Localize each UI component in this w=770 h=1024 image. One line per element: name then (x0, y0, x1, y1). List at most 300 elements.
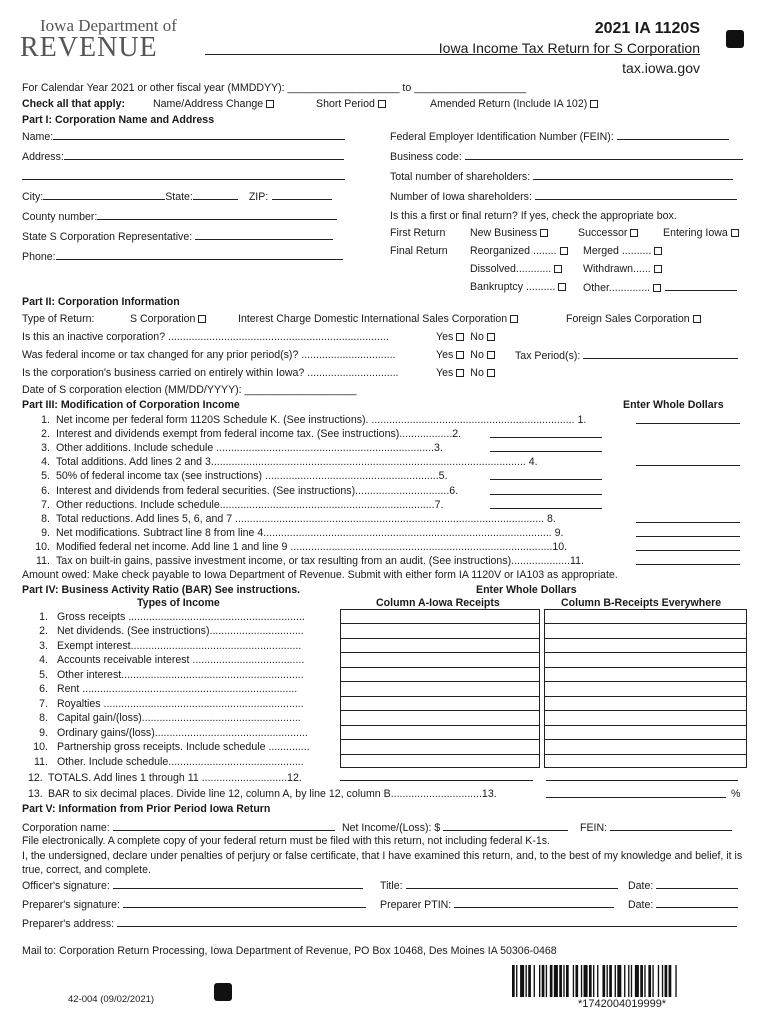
barcode-bar (534, 965, 535, 997)
fed-changed-yes-checkbox[interactable] (456, 351, 464, 359)
col-b-row-divider (545, 725, 746, 726)
form-number: 42-004 (09/02/2021) (68, 994, 155, 1005)
col-a-grid[interactable] (340, 609, 540, 768)
line-number: 8. (39, 712, 48, 725)
preparer-address-input[interactable] (117, 917, 737, 927)
tax-periods-field (515, 349, 738, 362)
dissolved-option (470, 263, 562, 275)
fed-changed-no-checkbox[interactable] (487, 351, 495, 359)
withdrawn-option (583, 263, 662, 275)
barcode-bar (575, 965, 578, 997)
line-label: Accounts receivable interest ...................................... (57, 654, 305, 667)
line-label: Rent ......................................................................... (57, 683, 298, 696)
line-number: 11. (36, 555, 50, 567)
part4-line (28, 698, 304, 710)
line-number: 1. (41, 414, 50, 426)
reorganized-option (470, 245, 568, 257)
line-amount-input[interactable] (636, 414, 740, 427)
barcode-bar (520, 965, 524, 997)
col-b-row-divider (545, 652, 746, 653)
merged-option (583, 245, 662, 257)
part3-line (22, 470, 448, 482)
ptin-field (380, 898, 614, 911)
check-all-label: Check all that apply: (22, 98, 126, 110)
line-label: Net dividends. (See instructions)................................ (57, 625, 304, 638)
county-field (22, 210, 337, 223)
title-label: Title: (380, 880, 403, 892)
city-label: City: (22, 191, 44, 203)
barcode-bar (539, 965, 540, 997)
interest-charge-label: Interest Charge Domestic International Sales Corporation (238, 313, 508, 325)
line-number: 5. (39, 668, 48, 681)
col-b-grid[interactable] (544, 609, 747, 768)
county-input[interactable] (97, 210, 337, 220)
part4-enter-whole: Enter Whole Dollars (476, 584, 577, 596)
other-input[interactable] (665, 281, 737, 291)
totals-col-b-input[interactable] (546, 771, 738, 784)
phone-field (22, 250, 343, 263)
part3-heading: Part III: Modification of Corporation Income (22, 399, 240, 411)
line-label: Net modifications. Subtract line 8 from line 4.................................................................................................. 9. (56, 526, 564, 539)
line-number: 5. (41, 470, 50, 483)
part3-line (22, 442, 443, 454)
col-a-heading: Column A-Iowa Receipts (376, 597, 500, 609)
iowa-shareholders-label: Number of Iowa shareholders: (390, 191, 532, 203)
file-electronically-note: File electronically. A complete copy of your federal return must be filed with this return, not including federal K-1s. (22, 835, 550, 847)
ptin-input[interactable] (454, 898, 614, 908)
merged-checkbox[interactable] (654, 247, 662, 255)
line-number: 10. (35, 540, 50, 553)
part4-line (28, 741, 310, 753)
preparer-signature-label: Preparer's signature: (22, 899, 121, 911)
first-return-label: First Return (390, 227, 446, 239)
calendar-year-line: For Calendar Year 2021 or other fiscal year (MMDDYY): ___________________ to ___________________ (22, 82, 527, 94)
barcode-bar (593, 965, 594, 997)
s-corp-option (130, 313, 206, 325)
line-label: 50% of federal income tax (see instructions) ...........................................................5. (56, 470, 448, 483)
line-number: 1. (39, 611, 48, 623)
barcode-text: *1742004019999* (578, 998, 667, 1010)
form-subtitle: Iowa Income Tax Return for S Corporation (438, 40, 700, 56)
officer-date-field (628, 879, 738, 892)
prior-net-income-field (342, 821, 568, 834)
col-a-row-divider (341, 710, 539, 711)
preparer-address-label: Preparer's address: (22, 918, 115, 930)
line-label: Capital gain/(loss)...................................................... (57, 712, 301, 725)
part1-heading: Part I: Corporation Name and Address (22, 114, 215, 126)
successor-checkbox[interactable] (630, 229, 638, 237)
part2-heading: Part II: Corporation Information (22, 296, 180, 308)
short-period-checkbox[interactable] (378, 100, 386, 108)
part4-line (28, 611, 305, 623)
prior-net-income-input[interactable] (443, 821, 568, 831)
part4-line (28, 669, 304, 681)
part4-line (28, 712, 301, 724)
inactive-yes-checkbox[interactable] (456, 333, 464, 341)
interest-charge-checkbox[interactable] (510, 315, 518, 323)
line-amount-input[interactable] (490, 428, 602, 441)
barcode-bar (640, 965, 643, 997)
line-number: 4. (41, 456, 50, 469)
line-number: 7. (39, 697, 48, 710)
line-number: 3. (39, 639, 48, 652)
line-amount-input[interactable] (636, 513, 740, 526)
line-label: Net income per federal form 1120S Schedule K. (See instructions). ..................................................................... 1. (56, 414, 587, 426)
line-amount-input[interactable] (490, 485, 602, 498)
declaration-text: I, the undersigned, declare under penalties of perjury or false certificate, that I have examined this return, and, to the best of my knowledge and belief, it is true, correct, and complete. (22, 850, 743, 876)
part3-line (22, 414, 586, 426)
amended-option (430, 98, 598, 110)
col-b-row-divider (545, 623, 746, 624)
line-amount-input[interactable] (490, 470, 602, 483)
interest-charge-option (238, 313, 518, 325)
totals-row: 12. TOTALS. Add lines 1 through 11 .............................12. (28, 772, 302, 784)
line-amount-input[interactable] (636, 541, 740, 554)
footer-registration-mark (214, 983, 232, 1001)
line-number: 10. (33, 741, 48, 754)
barcode-bar (631, 965, 632, 997)
phone-input[interactable] (56, 250, 343, 260)
part4-line (28, 756, 304, 768)
logo-top-text: Iowa Department of (40, 16, 177, 35)
logo-main-text: REVENUE (20, 32, 158, 63)
barcode-bar (607, 965, 608, 997)
line-number: 11. (34, 755, 48, 768)
part3-line (22, 485, 458, 497)
form-title: 2021 IA 1120S (594, 20, 700, 37)
within-iowa-answer (436, 367, 495, 379)
col-b-row-divider (545, 667, 746, 668)
name-change-option (153, 98, 274, 110)
line-number: 9. (41, 526, 50, 539)
merged-label: Merged .......... (583, 245, 652, 257)
barcode-bar (652, 965, 653, 997)
line-number: 2. (41, 428, 50, 441)
barcode-bar (563, 965, 564, 997)
withdrawn-checkbox[interactable] (654, 265, 662, 273)
city-input[interactable] (43, 190, 165, 200)
part4-line (28, 625, 304, 637)
name-change-checkbox[interactable] (266, 100, 274, 108)
fein-input[interactable] (617, 130, 729, 140)
fed-changed-answer (436, 349, 495, 361)
barcode (510, 965, 745, 997)
tax-periods-input[interactable] (583, 349, 738, 359)
inactive-question: Is this an inactive corporation? ........................................................................... (22, 331, 389, 343)
barcode-bar (581, 965, 582, 997)
barcode-bar (528, 965, 531, 997)
line-label: Interest and dividends from federal securities. (See instructions)................................6. (56, 484, 459, 497)
part5-heading: Part V: Information from Prior Period Iowa Return (22, 803, 271, 815)
officer-signature-input[interactable] (113, 879, 363, 889)
barcode-bar (512, 965, 515, 997)
barcode-bar (550, 965, 553, 997)
bankruptcy-checkbox[interactable] (558, 283, 566, 291)
state-input[interactable] (193, 190, 238, 200)
bar-percent: % (731, 788, 741, 800)
barcode-bar (675, 965, 676, 997)
ptin-label: Preparer PTIN: (380, 899, 452, 911)
col-a-row-divider (341, 623, 539, 624)
iowa-shareholders-field (390, 190, 737, 203)
line-label: Partnership gross receipts. Include schedule .............. (57, 741, 310, 754)
col-a-row-divider (341, 638, 539, 639)
barcode-bar (554, 965, 558, 997)
preparer-date-input[interactable] (656, 898, 738, 908)
barcode-bar (658, 965, 659, 997)
barcode-bar (559, 965, 562, 997)
officer-signature-field (22, 879, 363, 892)
tax-periods-label: Tax Period(s): (515, 350, 581, 362)
col-b-row-divider (545, 710, 746, 711)
fed-changed-question: Was federal income or tax changed for any prior period(s)? ................................ (22, 349, 396, 361)
part3-line (22, 456, 538, 468)
barcode-bar (669, 965, 672, 997)
barcode-bar (597, 965, 598, 997)
name-input[interactable] (53, 130, 345, 140)
part4-line (28, 640, 301, 652)
col-a-row-divider (341, 739, 539, 740)
rep-input[interactable] (195, 230, 333, 240)
line-number: 6. (39, 683, 48, 696)
part4-heading: Part IV: Business Activity Ratio (BAR) See instructions. (22, 584, 301, 596)
barcode-bar (542, 965, 545, 997)
col-a-row-divider (341, 681, 539, 682)
name-field (22, 130, 345, 143)
line-label: Total reductions. Add lines 5, 6, and 7 ......................................................................................................... 8. (56, 512, 556, 525)
col-b-row-divider (545, 754, 746, 755)
officer-date-label: Date: (628, 880, 654, 892)
line-label: Gross receipts ............................................................ (57, 611, 305, 623)
new-business-checkbox[interactable] (540, 229, 548, 237)
bar-input[interactable] (546, 788, 726, 801)
line-amount-input[interactable] (636, 456, 740, 469)
reorganized-checkbox[interactable] (560, 247, 568, 255)
col-b-row-divider (545, 696, 746, 697)
mail-to-address: Mail to: Corporation Return Processing, Iowa Department of Revenue, PO Box 10468, Des Moines IA 50306-0468 (22, 945, 557, 957)
total-shareholders-field (390, 170, 733, 183)
col-a-row-divider (341, 652, 539, 653)
short-period-option (316, 98, 386, 110)
bankruptcy-label: Bankruptcy .......... (470, 281, 556, 293)
types-income-heading: Types of Income (137, 597, 220, 609)
barcode-bar (584, 965, 588, 997)
part3-line (22, 527, 563, 539)
within-iowa-yes-checkbox[interactable] (456, 369, 464, 377)
line-label: Ordinary gains/(loss).................................................... (57, 726, 308, 739)
totals-col-a-input[interactable] (340, 771, 533, 784)
line-label: Tax on built-in gains, passive investment income, or tax resulting from an audit. (See instructions)....................11. (56, 555, 584, 567)
prior-net-income-label: Net Income/(Loss): $ (342, 822, 441, 834)
line-number: 9. (39, 726, 48, 739)
officer-signature-label: Officer's signature: (22, 880, 110, 892)
address-label: Address: (22, 151, 64, 163)
type-return-label: Type of Return: (22, 313, 95, 325)
col-b-row-divider (545, 681, 746, 682)
part3-line (22, 428, 461, 440)
inactive-no-label: No (470, 331, 484, 343)
totals-label: TOTALS. Add lines 1 through 11 .............................12. (48, 772, 302, 784)
barcode-bar (644, 965, 645, 997)
fed-changed-no-label: No (470, 349, 484, 361)
county-label: County number: (22, 211, 98, 223)
foreign-sales-checkbox[interactable] (693, 315, 701, 323)
part3-enter-whole: Enter Whole Dollars (623, 399, 724, 411)
election-date-field: Date of S corporation election (MM/DD/YYYY): ___________________ (22, 384, 357, 396)
title-input[interactable] (406, 879, 618, 889)
inactive-answer (436, 331, 495, 343)
line-label: Royalties .................................................................... (57, 697, 304, 710)
line-label: Other. Include schedule.............................................. (57, 755, 304, 768)
new-business-label: New Business (470, 227, 538, 239)
barcode-bar (624, 965, 625, 997)
check-all-row (22, 98, 125, 110)
dissolved-checkbox[interactable] (554, 265, 562, 273)
line-number: 3. (41, 442, 50, 455)
title-field (380, 879, 618, 892)
phone-label: Phone: (22, 251, 56, 263)
business-code-label: Business code: (390, 151, 462, 163)
line-label: Interest and dividends exempt from federal income tax. (See instructions)..................2. (56, 428, 462, 441)
bar-row: 13. BAR to six decimal places. Divide line 12, column A, by line 12, column B...............................13. (28, 788, 497, 800)
col-b-row-divider (545, 638, 746, 639)
s-corp-checkbox[interactable] (198, 315, 206, 323)
prior-fein-input[interactable] (610, 821, 732, 831)
business-code-input[interactable] (465, 150, 743, 160)
col-b-row-divider (545, 739, 746, 740)
final-return-label: Final Return (390, 245, 448, 257)
barcode-bar (615, 965, 616, 997)
prior-fein-field (580, 821, 732, 834)
other-option (583, 281, 737, 294)
line-number: 8. (41, 512, 50, 525)
line-label: Other reductions. Include schedule.........................................................................7. (56, 498, 444, 511)
barcode-bar (546, 965, 547, 997)
preparer-signature-input[interactable] (123, 898, 366, 908)
first-final-question: Is this a first or final return? If yes, check the appropriate box. (390, 210, 677, 222)
business-code-field (390, 150, 743, 163)
line-number: 4. (39, 654, 48, 667)
within-iowa-yes-label: Yes (436, 367, 454, 379)
part4-line (28, 727, 308, 739)
fein-field (390, 130, 729, 143)
col-a-row-divider (341, 754, 539, 755)
line-label: Total additions. Add lines 2 and 3........................................................................................................... 4. (56, 456, 538, 469)
reorganized-label: Reorganized ........ (470, 245, 557, 257)
barcode-bar (628, 965, 629, 997)
successor-label: Successor (578, 227, 628, 239)
line-amount-input[interactable] (490, 442, 602, 455)
withdrawn-label: Withdrawn...... (583, 263, 651, 275)
entering-iowa-checkbox[interactable] (731, 229, 739, 237)
line-label: Modified federal net income. Add line 1 and line 9 .........................................................................................10. (56, 540, 568, 553)
total-shareholders-input[interactable] (533, 170, 733, 180)
zip-input[interactable] (272, 190, 332, 200)
amended-checkbox[interactable] (590, 100, 598, 108)
short-period-label: Short Period (316, 98, 375, 110)
foreign-sales-label: Foreign Sales Corporation (566, 313, 690, 325)
city-state-zip (22, 190, 332, 203)
address-line2[interactable] (22, 170, 345, 183)
barcode-bar (648, 965, 651, 997)
rep-label: State S Corporation Representative: (22, 231, 193, 243)
col-a-row-divider (341, 667, 539, 668)
bar-label: BAR to six decimal places. Divide line 12, column A, by line 12, column B...............................13. (48, 788, 497, 800)
line-amount-input[interactable] (490, 499, 602, 512)
line-label: Exempt interest.......................................................... (57, 639, 302, 652)
dissolved-label: Dissolved............ (470, 263, 552, 275)
within-iowa-no-label: No (470, 367, 484, 379)
preparer-signature-field (22, 898, 366, 911)
line-label: Other interest.............................................................. (57, 668, 304, 681)
line-number: 2. (39, 625, 48, 638)
amount-owed-note: Amount owed: Make check payable to Iowa Department of Revenue. Submit with either form IA 1120V or IA103 as appropriate. (22, 569, 618, 581)
address-field (22, 150, 344, 163)
barcode-bar (635, 965, 639, 997)
zip-label: ZIP: (248, 191, 269, 203)
barcode-bar (609, 965, 612, 997)
line-label: Other additions. Include schedule ..........................................................................3. (56, 442, 443, 455)
entering-iowa-label: Entering Iowa (663, 227, 728, 239)
prior-corp-name-input[interactable] (113, 821, 335, 831)
col-b-heading: Column B-Receipts Everywhere (561, 597, 722, 609)
line-number: 7. (41, 498, 50, 511)
s-corp-label: S Corporation (130, 313, 196, 325)
iowa-shareholders-input[interactable] (535, 190, 737, 200)
within-iowa-question: Is the corporation's business carried on entirely within Iowa? ............................... (22, 367, 399, 379)
prior-fein-label: FEIN: (580, 822, 608, 834)
successor-option (578, 227, 638, 239)
inactive-no-checkbox[interactable] (487, 333, 495, 341)
barcode-bar (516, 965, 517, 997)
rep-field (22, 230, 333, 243)
barcode-bar (665, 965, 668, 997)
fed-changed-yes-label: Yes (436, 349, 454, 361)
name-change-label: Name/Address Change (153, 98, 264, 110)
line-amount-input[interactable] (636, 527, 740, 540)
col-a-row-divider (341, 696, 539, 697)
inactive-yes-label: Yes (436, 331, 454, 343)
preparer-date-label: Date: (628, 899, 654, 911)
prior-corp-name-field (22, 821, 335, 834)
within-iowa-no-checkbox[interactable] (487, 369, 495, 377)
corner-registration-mark (726, 30, 744, 48)
bankruptcy-option (470, 281, 566, 293)
part3-line (22, 541, 567, 553)
name-label: Name: (22, 131, 54, 143)
part3-line (22, 513, 556, 525)
address-input[interactable] (64, 150, 344, 160)
barcode-bar (602, 965, 605, 997)
barcode-bar (662, 965, 663, 997)
part4-line (28, 654, 304, 666)
barcode-bar (573, 965, 574, 997)
preparer-date-field (628, 898, 738, 911)
foreign-sales-option (566, 313, 701, 325)
state-label: State: (165, 191, 193, 203)
logo (20, 16, 200, 62)
officer-date-input[interactable] (656, 879, 738, 889)
line-number: 6. (41, 484, 50, 497)
other-label: Other.............. (583, 282, 651, 294)
website: tax.iowa.gov (622, 60, 700, 76)
line-amount-input[interactable] (636, 555, 740, 568)
part3-line (22, 555, 584, 567)
other-checkbox[interactable] (653, 284, 661, 292)
new-business-option (470, 227, 548, 239)
fein-label: Federal Employer Identification Number (FEIN): (390, 131, 614, 143)
col-a-row-divider (341, 725, 539, 726)
